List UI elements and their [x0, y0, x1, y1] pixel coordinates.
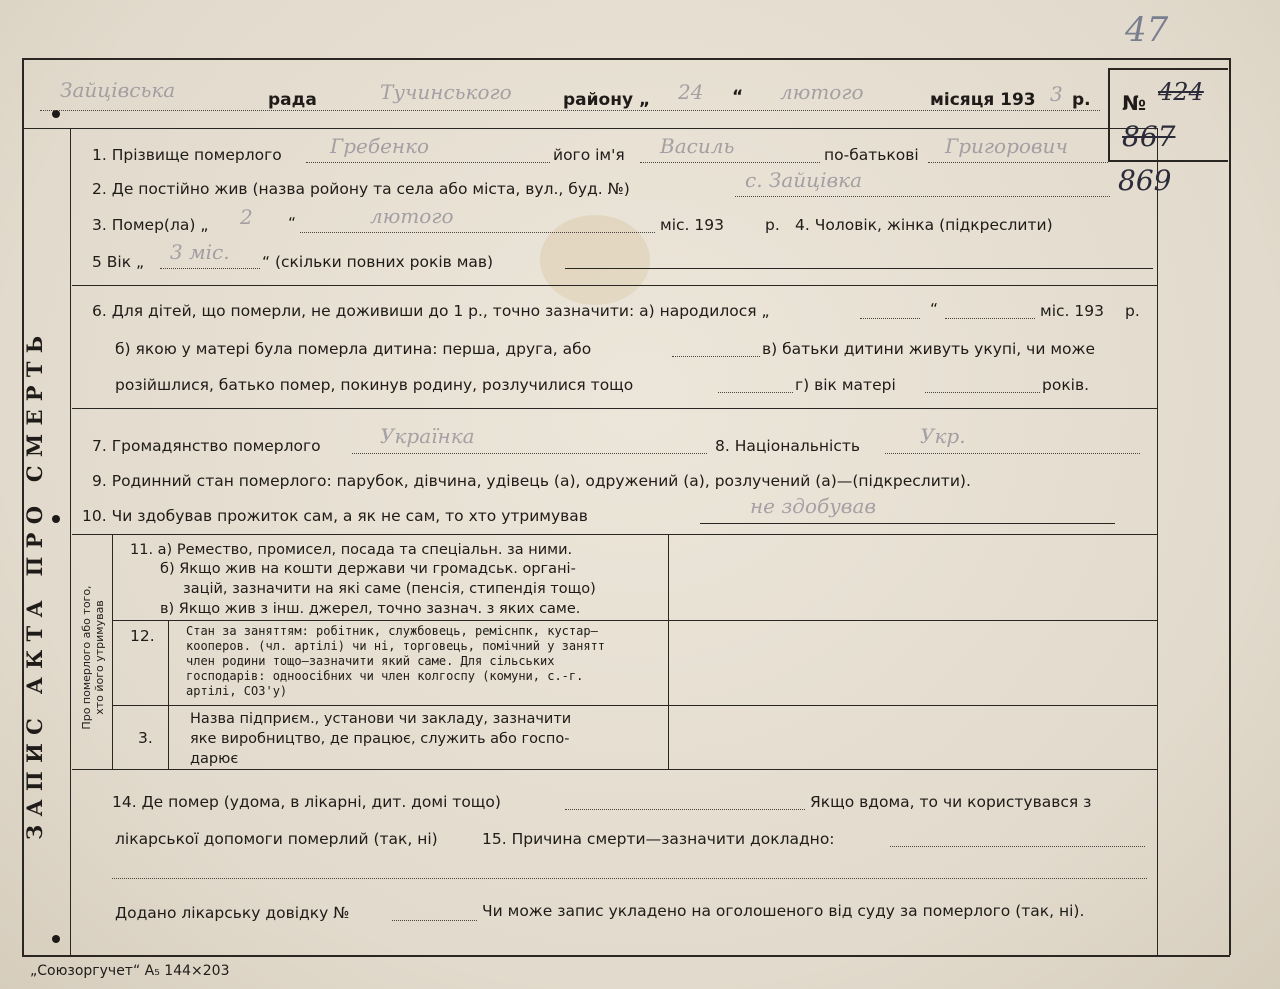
punch-hole [52, 935, 60, 943]
field-15-line [890, 846, 1145, 847]
field-3-month-year: міс. 193 [660, 216, 724, 234]
field-13-line-1: Назва підприєм., установи чи закладу, зазначити [190, 711, 572, 727]
field-8-label: 8. Національність [715, 437, 861, 455]
field-1-name-label: його ім'я [553, 146, 625, 164]
hw-death-day: 2 [240, 205, 253, 229]
field-6-r: р. [1125, 302, 1140, 320]
field-3-quote: “ [288, 214, 297, 232]
box-top [72, 534, 1157, 535]
hw-name: Василь [660, 134, 735, 158]
field-11b-1: б) Якщо жив на кошти держави чи громадськ. органі- [160, 561, 576, 577]
hw-patronymic: Григорович [945, 134, 1068, 158]
box-row-divider [112, 705, 1157, 706]
row-divider [72, 408, 1157, 409]
field-13-line-2: яке виробництво, де працює, служить або госпо- [190, 731, 570, 747]
header-underline [40, 110, 1100, 111]
header-quote: “ [732, 87, 744, 107]
field-12-line-4: господарів: одноосібних чи член колгоспу (комуни, с.-г. [186, 669, 584, 683]
field-9-label: 9. Родинний стан померлого: парубок, дівчина, удівець (а), одружений (а), розлучений (а)—(підкреслити). [92, 472, 971, 490]
field-7-label: 7. Громадянство померлого [92, 437, 321, 455]
field-6-mother-age-line [925, 392, 1040, 393]
field-15-medical: лікарської допомоги померлий (так, ні) [115, 830, 438, 848]
box-row-divider [112, 620, 1157, 621]
inner-right-border [1157, 128, 1158, 955]
punch-hole [52, 515, 60, 523]
field-15-cause: 15. Причина смерти—зазначити докладно: [482, 830, 835, 848]
field-1-name-line [640, 162, 820, 163]
hw-day: 24 [678, 80, 704, 104]
field-5-label: 5 Вік „ [92, 253, 145, 271]
field-11a: 11. а) Ремество, промисел, посада та спеціальн. за ними. [130, 542, 573, 558]
number-sign: № [1122, 91, 1147, 115]
field-5-line [565, 268, 1153, 269]
printer-imprint: „Союзоргучет“ А₅ 144×203 [30, 963, 230, 979]
field-10-label: 10. Чи здобував прожиток сам, а як не сам, то хто утримував [82, 507, 588, 525]
field-6-line-3a: розійшлися, батько помер, покинув родину, розлучилися тощо [115, 376, 634, 394]
attached-certificate-line [392, 920, 477, 921]
field-13-line-3: дарює [190, 751, 239, 767]
field-5-age-line [160, 268, 260, 269]
field-8-line [885, 453, 1140, 454]
box-side-col [112, 534, 113, 769]
punch-hole [52, 110, 60, 118]
field-1-patronymic-line [928, 162, 1108, 163]
hw-council: Зайцівська [60, 78, 176, 102]
field-12-line-2: кооперов. (чл. артілі) чи ні, торговець, помічний у занятт [186, 639, 606, 653]
field-13-number: 3. [138, 729, 153, 747]
field-2-line [735, 196, 1110, 197]
field-12-line-1: Стан за заняттям: робітник, службовець, реміснпк, кустар— [186, 624, 598, 638]
field-6-line-1: 6. Для дітей, що померли, не доживиши до 1 р., точно зазначити: а) народилося „ [92, 302, 770, 320]
field-12-line-5: артілі, СОЗ'у) [186, 684, 288, 698]
field-3-r: р. [765, 216, 780, 234]
header-rayonu: району „ [563, 90, 651, 110]
field-7-line [352, 453, 707, 454]
field-14-line [565, 809, 805, 810]
side-divider [70, 128, 71, 955]
field-12-number: 12. [130, 627, 155, 645]
attached-certificate-label: Додано лікарську довідку № [115, 904, 350, 922]
field-1-patronymic-label: по-батькові [824, 146, 919, 164]
box-bottom [72, 769, 1157, 770]
number-box-left [1108, 68, 1110, 160]
field-6-years: років. [1042, 376, 1090, 394]
field-4-label: 4. Чоловік, жінка (підкреслити) [795, 216, 1053, 234]
field-6-day-line [860, 318, 920, 319]
hw-month: лютого [780, 80, 864, 104]
box-num-col [168, 620, 169, 769]
field-6-child-order-line [672, 356, 760, 357]
field-15-line-2 [112, 878, 1147, 879]
header-month-year: місяця 193 [930, 90, 1036, 110]
record-number-2: 869 [1118, 164, 1172, 197]
number-box-bottom [1108, 160, 1228, 162]
hw-citizenship: Українка [380, 424, 475, 448]
field-6-parents-line [718, 392, 793, 393]
field-6-line-2a: б) якою у матері була померла дитина: перша, друга, або [115, 340, 592, 358]
header-r: р. [1072, 90, 1091, 110]
field-3-month-line [300, 232, 655, 233]
hw-residence: с. Зайцівка [745, 168, 863, 192]
court-declared-label: Чи може запис укладено на оголошеного від суду за померлого (так, ні). [482, 902, 1085, 920]
hw-district: Тучинського [380, 80, 512, 104]
box-side-label-2: хто його утримував [93, 600, 106, 715]
frame-right [1229, 58, 1231, 955]
hw-surname: Гребенко [330, 134, 430, 158]
box-mid-col [668, 534, 669, 769]
header-divider [22, 128, 1157, 129]
archive-page-number: 47 [1125, 10, 1169, 50]
number-box-top [1108, 68, 1228, 70]
hw-year: 3 [1050, 82, 1063, 106]
field-10-line [700, 523, 1115, 524]
box-side-label-1: Про померлого або того, [80, 585, 93, 730]
field-12-line-3: член родини тощо—зазначити який саме. Для сільських [186, 654, 555, 668]
field-14-label: 14. Де помер (удома, в лікарні, дит. домі тощо) [112, 793, 501, 811]
field-3-label: 3. Помер(ла) „ [92, 216, 209, 234]
frame-top [22, 58, 1230, 60]
record-number-1: 867 [1122, 120, 1176, 153]
field-1-label: 1. Прізвище померлого [92, 146, 282, 164]
frame-bottom [22, 955, 1230, 957]
field-11b-2: зацій, зазначити на які саме (пенсія, стипендія тощо) [183, 581, 596, 597]
field-6-quote: “ [930, 300, 939, 318]
box-side-label [80, 545, 106, 770]
field-6-month-year: міс. 193 [1040, 302, 1104, 320]
field-14-home: Якщо вдома, то чи користувався з [810, 793, 1092, 811]
hw-death-month: лютого [370, 204, 454, 228]
row-divider [72, 285, 1157, 286]
hw-support: не здобував [750, 494, 877, 518]
field-11c: в) Якщо жив з інш. джерел, точно зазнач. з яких саме. [160, 601, 581, 617]
field-6-month-line [945, 318, 1035, 319]
hw-nationality: Укр. [920, 424, 966, 448]
header-rada: рада [268, 90, 317, 110]
field-1-surname-line [306, 162, 550, 163]
hw-age: 3 міс. [170, 240, 230, 264]
field-6-line-2b: в) батьки дитини живуть укупі, чи може [762, 340, 1095, 358]
field-2-label: 2. Де постійно жив (назва ройону та села або міста, вул., буд. №) [92, 180, 630, 198]
field-5-note: “ (скільки повних років мав) [262, 253, 494, 271]
field-6-line-3b: г) вік матері [795, 376, 896, 394]
record-number-crossed: 424 [1158, 78, 1204, 106]
side-title: ЗАПИС АКТА ПРО СМЕРТЬ [22, 327, 47, 840]
paper-stain [540, 215, 650, 305]
